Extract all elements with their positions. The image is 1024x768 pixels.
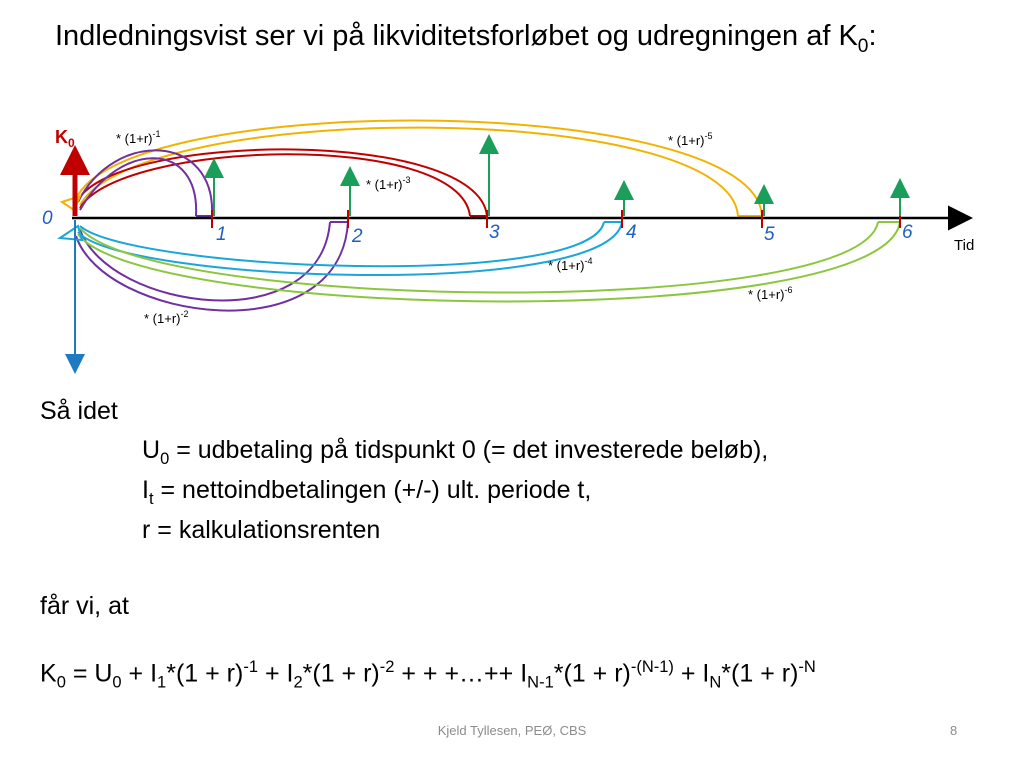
factor-label-4: * $(1+r)^{-4}$ (548, 256, 593, 273)
conclusion-text: får vi, at (40, 592, 129, 620)
tick-label-3: 3 (489, 222, 500, 243)
origin-label: 0 (42, 208, 53, 229)
footer-author: Kjeld Tyllesen, PEØ, CBS (437, 723, 587, 738)
definition-u0: $U_0$ = udbetaling på tidspunkt 0 (= det investerede beløb), (142, 436, 769, 468)
page-number: 8 (950, 723, 958, 738)
title-text: Indledningsvist ser vi på likviditetsforløbet og udregningen af K (55, 20, 858, 52)
factor-label-5: * $(1+r)^{-5}$ (668, 131, 713, 148)
axis-label: Tid (954, 237, 975, 254)
definition-it: $I_t$ = nettoindbetalingen (+/-) ult. periode t, (142, 476, 592, 508)
factor-label-3: * $(1+r)^{-3}$ (366, 175, 411, 192)
intro-text: Så idet (40, 397, 118, 425)
arc-t4-inner (78, 222, 622, 275)
npv-formula: $K_0 = U_0 + I_1*(1 + r)^{-1} + I_2*(1 + r)^{-2}$ + + +…++ $I_{N-1}*(1 + r)^{-(N-1)} + I_N*(1 + r)^{-N}$ (40, 658, 816, 692)
tick-label-2: 2 (352, 226, 363, 247)
definition-r: r = kalkulationsrenten (142, 516, 381, 544)
title-sub: 0 (857, 35, 869, 57)
factor-label-2: * $(1+r)^{-2}$ (144, 309, 189, 326)
tick-label-6: 6 (902, 222, 913, 243)
arc-t6 (80, 222, 878, 293)
factor-label-1: * $(1+r)^{-1}$ (116, 129, 161, 146)
arc-t2 (80, 222, 330, 300)
k0-label: $K_0$ (55, 127, 75, 150)
tick-label-1: 1 (216, 224, 227, 245)
factor-label-6: * $(1+r)^{-6}$ (748, 285, 793, 302)
title-tail: : (868, 20, 877, 52)
tick-label-4: 4 (626, 222, 637, 243)
tick-label-5: 5 (764, 224, 775, 245)
